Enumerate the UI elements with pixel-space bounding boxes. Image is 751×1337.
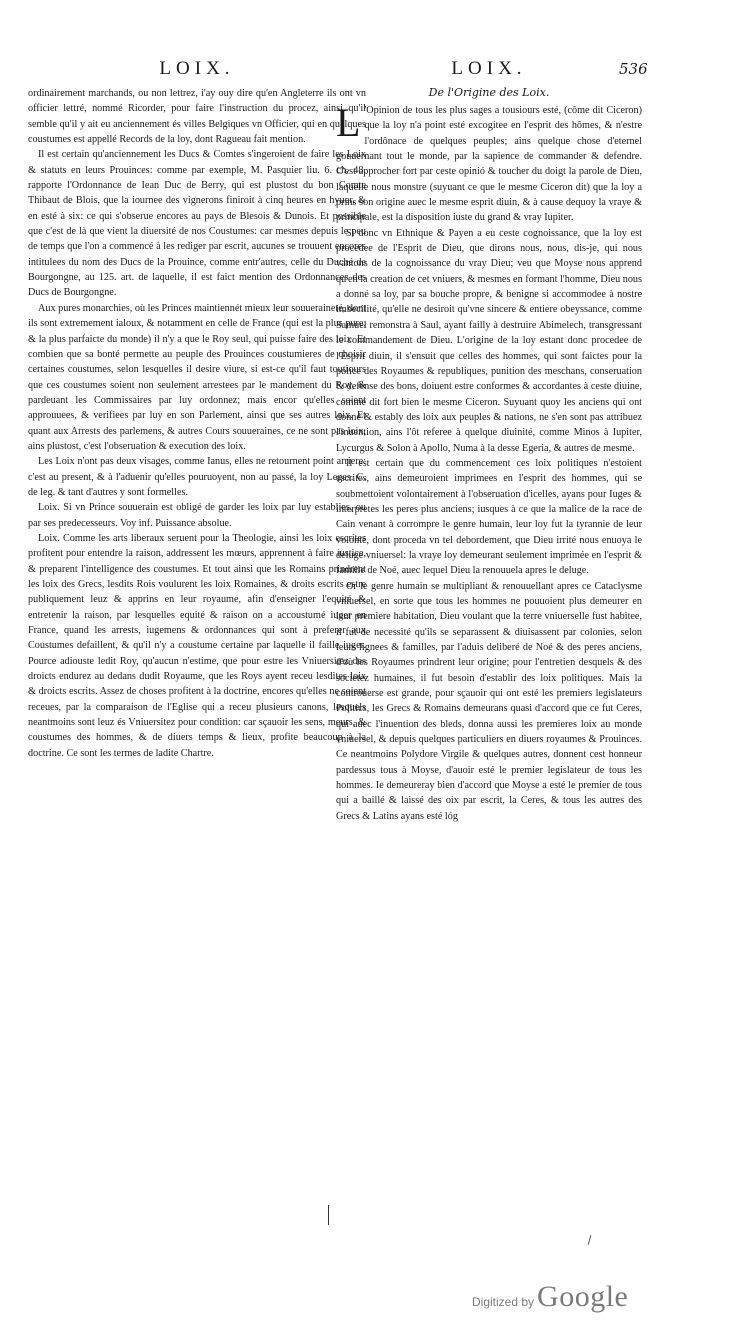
right-paragraph: Si donc vn Ethnique & Payen a eu ceste cognoissance, que la loy est procedee de l'Esprit de Dieu, que dirons nous, nous, dis-je, qui nous vantons de la cognoissance du vray Dieu; veu que Moyse nous apprend qu'en la creation de cet vniuers, & mesmes en formant l'homme, Dieu nous a donné sa loy, par sa bouche propre, & benigne si accommodee à nostre imbecilité, qu'elle ne desiroit qu'vne sincere & entiere obeyssance, comme Samuel remonstra à Saul, ayant failly à destruire Abimelech, transgressant le commandement de Dieu. L'origine de la loy estant donc procedee de l'Esprit diuin, il s'ensuit que celles des hommes, qui sont faictes pour la police des Royaumes & republiques, punition des meschans, conseruation & defense des bons, doiuent estre conformes & accordantes à ceste diuine, comme dit fort bien le mesme Ciceron. Suyuant quoy les anciens qui ont donné & estably des loix aux peuples & nations, ne s'en sont pas attribuez l'inuention, ains l'ôt referee à quelque diuinité, comme Minos à Iupiter, Lycurgus & Solon à Apollo, Numa à la desse Egeria, & autres de mesme. [336, 227, 642, 454]
page-number: 536 [619, 60, 648, 78]
right-paragraphs [336, 100, 642, 824]
left-running-head: LOIX. [159, 58, 235, 79]
left-column [28, 58, 366, 761]
right-paragraph-text: 'Opinion de tous les plus sages a tousiours esté, (côme dit Ciceron) que la loy n'a point esté excogitee en l'esprit des hômes, & n'estre l'ordônace de quelques peuples; ains quelque chose d'eternel gouuernant tout le monde, par la sapience de commander & defendre. C'est approcher fort par ceste opinió & toucher du doigt la parole de Dieu, laquelle nous monstre (suyuant ce que le mesme Ciceron dit) que la loy a prins son origine auec le mesme esprit diuin, & à cause dequoy la vraye & principale, est la disposition iuste du grand & vray Iupiter. [336, 105, 642, 224]
right-paragraph: Or le genre humain se multipliant & renouuellant apres ce Cataclysme vniuersel, en sorte que tous les hommes ne pouuoient plus demeurer en leur premiere habitation, Dieu voulant que la terre vniuerselle fust habitee, il fut de necessité qu'ils se separassent & diuisassent par colonies, selon leurs lignees & familles, par l'aduis deliberé de Noé & des peres anciens, d'où les Royaumes prindrent leur origine; pour l'entretien desquels & des societez humaines, il fut besoin d'establir des loix politiques. Mais la controuerse est grande, pour sçauoir qui ont esté les premiers legislateurs Politics, les Grecs & Romains demeurans quasi d'accord que ce fut Ceres, qui auec l'inuention des bleds, donna aussi les premieres loix au monde vniuersel, & depuis quelques particuliers en diuers royaumes & Prouinces. Ce neantmoins Polydore Virgile & quelques autres, donnent cest honneur pardessus tous à Moyse, d'auoir esté le premier legislateur de tous les hommes. Ie demeureray bien d'accord que Moyse a esté le premier de tous qui a baillé & laissé des oix par escrit, la Ceres, & tous les autres des Grecs & Latins ayans esté lóg [336, 580, 642, 822]
watermark-prefix: Digitized by [472, 1295, 535, 1309]
left-paragraph: Loix. Si vn Prince souuerain est obligé de garder les loix par luy establies, ou par ses predecesseurs. Voy inf. Puissance absolue. [28, 502, 366, 529]
right-column [336, 58, 642, 824]
right-paragraph-first [336, 100, 642, 226]
left-paragraph: Les Loix n'ont pas deux visages, comme Ianus, elles ne retournent point arriere: c'est au present, & à l'aduenir qu'elles pouruoyent, non au passé, la loy Leges. C. de leg. & tant d'autres y sont formelles. [28, 456, 366, 498]
right-running-head: LOIX. [451, 58, 527, 79]
left-paragraph: Aux pures monarchies, où les Princes maintiennét mieux leur souueraineté, dont ils sont extremement ialoux, & notamment en celle de France (qui est la plus pure, & la plus parfaicte du monde) il n'y a que le Roy seul, qui puisse faire des loix. Et combien que sa bonté permette au peuple des Prouinces coustumieres de choisir certaines coustumes, selon lesquelles il desire viure, si est-ce qu'il faut toutiours que ces coustumes soient non seulement arrestees par le mandement du Roy, & pardeuant les Commissaires par luy ordonnez; mais encor qu'elles soient approuuees, & verifiees par luy en son Parlement, ainsi que ses autres loix. Et quant aux Arrests des parlemens, & autres Cours souueraines, ce ne sont pas loix, ains plustost, c'est l'obseruation & execution des loix. [28, 302, 366, 452]
section-title: De l'Origine des Loix. [428, 86, 550, 99]
left-paragraph: Loix. Comme les arts liberaux seruent pour la Theologie, ainsi les loix escrites profitent pour entendre la raison, addressent les mœurs, apprennent à faire iustice, & preparent l'intelligence des coustumes. Et tout ainsi que les Romains prindrent les loix des Grecs, lesdits Rois voulurent les loix Romaines, & droits escrits estre publiquement leuz & apprins en leur royaume, afin d'enseigner l'equité & entretenir la raison, par lesquelles equité & raison on a accoustumé iuger en France, quand les arrests, iugemens & ordonnances qui sont à preferer aux Coustumes defaillent, & qu'il n'y a coustume certaine par laquelle il faille iuger. Pource adiouste ledit Roy, qu'aucun n'estime, que pour estre les Vniuersitez des droicts endurez au dedans dudit Royaume, que les Roys ayent receu lesdites loix & droicts escrits. Assez de choses profitent à la doctrine, encores qu'elles ne soient receues, par la comparaison de l'Eglise qui a receu plusieurs canons, lesquels neantmoins sont leuz és Vniuersitez pour condition: car sçauoir les sens, meurs, & coustumes des hommes, & de diuers temps & lieux, profite beaucoup à la doctrine. Ce sont les termes de ladite Chartre. [28, 532, 366, 759]
stray-ink-mark [588, 1235, 592, 1245]
google-logo: Google [537, 1280, 629, 1313]
left-paragraph: Il est certain qu'anciennement les Ducs & Comtes s'ingeroient de faire les Loix & statuts en leurs Prouinces: comme par exemple, M. Pasquier liu. 6. ch. 48. rapporte l'Ordonnance de Iean Duc de Berry, qui est plustost du bon Comte Thibaut de Blois, que la iournee des vignerons finiroit à cinq heures en hyuer, & en esté à six: ce qui s'obserue encores au pays de Blesois & Dunois. Et possible que c'est de là que vient la diuersité de nos Coustumes: car mesmes depuis le peu de temps que l'on a commencé à les rediger par escrit, aucunes se trouuent encores intitulees du nom des Ducs de la Prouince, comme entr'autres, celle du Duché de Bourgongne, au 125. art. de laquelle, il est faict mention des Ordonnances des Ducs de Bourgongne. [28, 149, 366, 299]
right-paragraph: Il est certain que du commencement ces loix politiques n'estoient escrites, ains demeuroient imprimees en l'esprit des hommes, qui se soubmettoient volontairement à l'obseruation d'icelles, ayans pour Iuges & interpretes les peres plus anciens; iusques à ce que la malice de la race de Cain venant à corrompre le genre humain, leur loy fut la tyrannie de leur volonté, dont proceda vn tel debordement, que Dieu irrité nous enuoya le deluge vniuersel: la vraye loy demeurant seulement imprimée en l'esprit & famille de Noé, auec lequel Dieu la renouuela apres le deluge. [336, 457, 642, 577]
left-paragraphs [28, 86, 366, 761]
stray-ink-mark [328, 1205, 329, 1225]
left-paragraph: ordinairement marchands, ou non lettrez, i'ay ouy dire qu'en Angleterre ils ont vn officier lettré, nommé Ricorder, pour faire l'instruction du procez, ainsi qu'il semble qu'il y ait eu anciennement és villes Belgiques vn Officier, qui en quelques coustumes est appellé Records de la loy, dont Ragueau fait mention. [28, 88, 366, 146]
dropcap-letter: L [336, 100, 361, 145]
digitization-watermark [472, 1280, 628, 1314]
